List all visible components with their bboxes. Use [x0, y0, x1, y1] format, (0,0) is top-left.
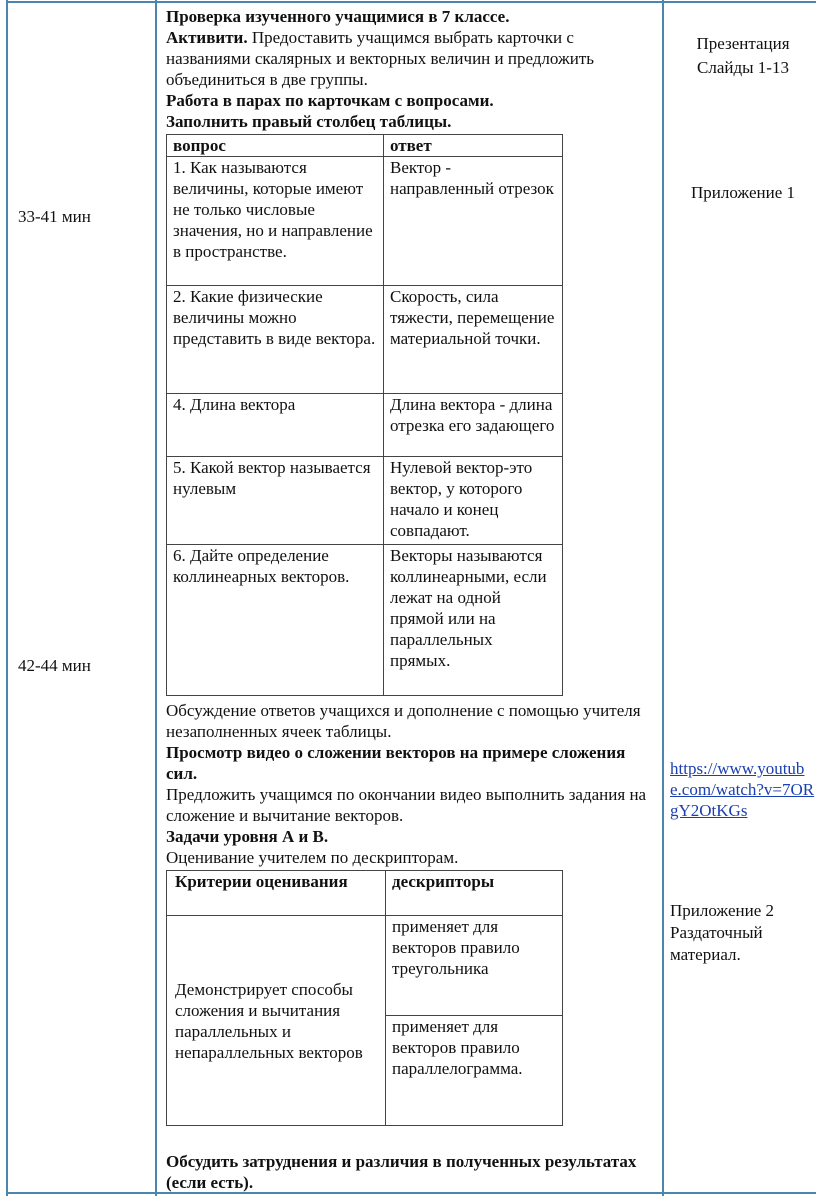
assessment-text: Оценивание учителем по дескрипторам.	[166, 848, 459, 867]
question-cell: 4. Длина вектора	[167, 394, 384, 457]
question-cell: 5. Какой вектор называется нулевым	[167, 457, 384, 545]
time-label: 33-41 мин	[18, 207, 91, 226]
question-cell: 6. Дайте определение коллинеарных векторов.	[167, 545, 384, 696]
header-criteria: Критерии оценивания	[175, 872, 348, 891]
table-row	[167, 545, 563, 696]
criteria-table	[166, 870, 563, 1126]
closing-text: Обсудить затруднения и различия в полученных результатах (если есть).	[166, 1152, 637, 1192]
answer-cell: Длина вектора - длина отрезка его задающего	[384, 394, 563, 457]
table-row	[167, 394, 563, 457]
appendix1-label: Приложение 1	[691, 183, 795, 202]
column-divider	[662, 0, 664, 1196]
answer-cell: Вектор - направленный отрезок	[384, 157, 563, 286]
header-answer: ответ	[390, 136, 432, 155]
header-descriptors: дескрипторы	[392, 872, 495, 891]
descriptor-cell: применяет для векторов правило треугольника	[386, 916, 563, 1016]
slides-label: Слайды 1-13	[697, 58, 789, 77]
answer-cell: Нулевой вектор-это вектор, у которого начало и конец совпадают.	[384, 457, 563, 545]
table-row	[167, 286, 563, 394]
fill-column-heading: Заполнить правый столбец таблицы.	[166, 112, 452, 131]
answer-cell: Скорость, сила тяжести, перемещение материальной точки.	[384, 286, 563, 394]
pairs-work-heading: Работа в парах по карточкам с вопросами.	[166, 91, 494, 110]
table-row	[167, 157, 563, 286]
descriptor-cell: применяет для векторов правило параллелограмма.	[386, 1016, 563, 1126]
table-row	[167, 457, 563, 545]
appendix2-label: Приложение 2	[670, 901, 774, 920]
answer-cell: Векторы называются коллинеарными, если лежат на одной прямой или на параллельных прямых.	[384, 545, 563, 696]
header-question: вопрос	[173, 136, 226, 155]
presentation-label: Презентация	[696, 34, 790, 53]
handout-label: Раздаточный материал.	[670, 923, 763, 964]
column-divider	[155, 0, 157, 1196]
presentation-resource	[670, 32, 816, 80]
time-label: 42-44 мин	[18, 656, 91, 675]
activity-label: Активити.	[166, 28, 248, 47]
video-block	[166, 700, 656, 868]
appendix2-resource	[670, 900, 810, 966]
section-heading: Проверка изученного учащимися в 7 классе.	[166, 7, 510, 26]
intro-block	[166, 6, 656, 132]
qa-table	[166, 134, 563, 696]
video-task-text: Предложить учащимся по окончании видео выполнить задания на сложение и вычитание векторов.	[166, 785, 647, 825]
discussion-text: Обсуждение ответов учащихся и дополнение с помощью учителя незаполненных ячеек таблицы.	[166, 701, 641, 741]
activity-text: Предоставить учащимся выбрать карточки с названиями скалярных и векторных величин и предложить объединиться в две группы.	[166, 28, 595, 89]
table-border-left	[6, 0, 8, 1196]
video-heading: Просмотр видео о сложении векторов на примере сложения сил.	[166, 743, 626, 783]
criterion-cell: Демонстрирует способы сложения и вычитания параллельных и непараллельных векторов	[167, 916, 386, 1126]
question-cell: 2. Какие физические величины можно представить в виде вектора.	[167, 286, 384, 394]
video-link[interactable]: https://www.youtube.com/watch?v=7ORgY2OtKGs	[670, 759, 815, 820]
tasks-heading: Задачи уровня А и В.	[166, 827, 329, 846]
question-cell: 1. Как называются величины, которые имеют не только числовые значения, но и направление в пространстве.	[167, 157, 384, 286]
table-border-top	[6, 1, 816, 3]
